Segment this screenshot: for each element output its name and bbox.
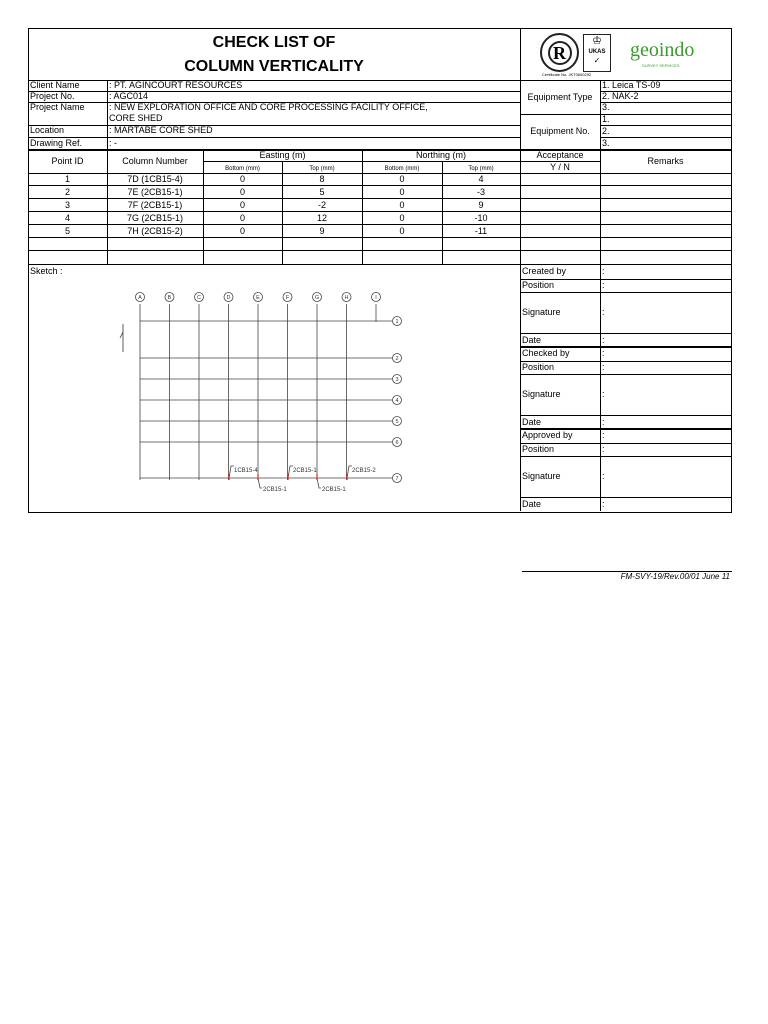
created-position-label: Position bbox=[522, 280, 555, 290]
callout-label: 2CB15-1 bbox=[263, 487, 287, 493]
checked-date-field[interactable]: : bbox=[602, 417, 605, 427]
info-divider bbox=[600, 80, 601, 150]
table-row-line bbox=[28, 224, 731, 225]
grid-col-label: D bbox=[226, 295, 231, 301]
crown-icon: ♔ bbox=[592, 35, 602, 47]
checked-position-field[interactable]: : bbox=[602, 362, 605, 372]
project-name-label: Project Name bbox=[30, 102, 85, 112]
grid-col-label: I bbox=[375, 295, 377, 301]
checked-signature-label: Signature bbox=[522, 389, 561, 399]
row-northing-bottom: 0 bbox=[399, 226, 405, 236]
geoindo-logo bbox=[630, 38, 694, 62]
ukas-text: UKAS bbox=[588, 49, 606, 55]
grid-row-label: 4 bbox=[395, 398, 399, 404]
signoff-line bbox=[520, 415, 731, 416]
row-easting-top: 5 bbox=[319, 187, 325, 197]
checked-position-label: Position bbox=[522, 362, 555, 372]
info-line bbox=[600, 102, 731, 103]
approved-by-label: Approved by bbox=[522, 430, 573, 440]
column-number-header: Column Number bbox=[122, 156, 188, 166]
callout-label: 1CB15-4 bbox=[234, 468, 258, 474]
grid-col-label: C bbox=[197, 295, 201, 301]
created-signature-label: Signature bbox=[522, 307, 561, 317]
ukas-logo bbox=[583, 34, 611, 72]
created-by-label: Created by bbox=[522, 266, 567, 276]
callout-label: 2CB15-1 bbox=[293, 468, 317, 474]
location-value: : MARTABE CORE SHED bbox=[109, 125, 213, 135]
easting-header: Easting (m) bbox=[259, 150, 306, 160]
grid-col-label: G bbox=[314, 295, 320, 301]
approved-by-field[interactable]: : bbox=[602, 430, 605, 440]
easting-top-header: Top (mm) bbox=[309, 166, 335, 172]
remarks-header: Remarks bbox=[647, 156, 684, 166]
row-northing-top: -10 bbox=[474, 213, 488, 223]
equipment-type-label: Equipment Type bbox=[527, 92, 593, 102]
row-northing-top: -3 bbox=[476, 187, 485, 197]
equipment-type-item: 3. bbox=[602, 102, 610, 112]
info-line bbox=[28, 125, 521, 126]
checked-date-label: Date bbox=[522, 417, 542, 427]
row-northing-bottom: 0 bbox=[399, 200, 405, 210]
checked-by-label: Checked by bbox=[522, 348, 570, 358]
certificate-text: Certificate No. JKT0600292 bbox=[542, 72, 592, 77]
row-easting-top: 12 bbox=[316, 213, 327, 223]
grid-col-label: E bbox=[256, 295, 260, 301]
checked-by-field[interactable]: : bbox=[602, 348, 605, 358]
brand-tagline: SURVEY SERVICES bbox=[642, 63, 680, 68]
info-line bbox=[600, 137, 731, 138]
approved-signature-label: Signature bbox=[522, 471, 561, 481]
brand-name: geoindo bbox=[630, 39, 695, 61]
signoff-line bbox=[520, 456, 731, 457]
equipment-type-item: 1. Leica TS-09 bbox=[602, 80, 661, 90]
row-easting-bottom: 0 bbox=[239, 200, 245, 210]
signoff-line bbox=[520, 497, 731, 498]
registered-mark: R bbox=[548, 41, 572, 65]
grid-col-label: F bbox=[285, 295, 290, 301]
equipment-no-item: 3. bbox=[602, 138, 610, 148]
acceptance-header: Acceptance bbox=[536, 150, 584, 160]
row-column-number: 7G (2CB15-1) bbox=[126, 213, 184, 223]
info-line bbox=[520, 114, 731, 115]
grid-row-label: 7 bbox=[395, 476, 399, 482]
approved-signature-field[interactable]: : bbox=[602, 471, 605, 481]
created-date-field[interactable]: : bbox=[602, 335, 605, 345]
info-line bbox=[600, 125, 731, 126]
northing-header: Northing (m) bbox=[415, 150, 466, 160]
form-title-line1: CHECK LIST OF bbox=[212, 34, 336, 51]
row-easting-bottom: 0 bbox=[239, 213, 245, 223]
row-column-number: 7H (2CB15-2) bbox=[127, 226, 183, 236]
grid-row-label: 3 bbox=[395, 377, 399, 383]
equipment-no-item: 1. bbox=[602, 114, 610, 124]
row-northing-bottom: 0 bbox=[399, 213, 405, 223]
registered-logo bbox=[540, 33, 579, 72]
created-signature-field[interactable]: : bbox=[602, 307, 605, 317]
point-id-header: Point ID bbox=[51, 156, 84, 166]
created-date-label: Date bbox=[522, 335, 542, 345]
drawing-ref-value: : - bbox=[109, 138, 117, 148]
ukas-tick-icon: ✓ bbox=[593, 56, 601, 65]
grid-col-label: H bbox=[344, 295, 349, 301]
created-position-field[interactable]: : bbox=[602, 280, 605, 290]
project-no-label: Project No. bbox=[30, 91, 75, 101]
row-column-number: 7E (2CB15-1) bbox=[127, 187, 183, 197]
row-easting-top: -2 bbox=[317, 200, 326, 210]
column-grid-sketch bbox=[110, 288, 410, 498]
signoff-line bbox=[520, 374, 731, 375]
acceptance-yn: Y / N bbox=[550, 162, 570, 172]
table-row-line bbox=[28, 250, 731, 251]
row-easting-top: 8 bbox=[319, 174, 325, 184]
project-name-value-line1: : NEW EXPLORATION OFFICE AND CORE PROCESSING FACILITY OFFICE, bbox=[109, 102, 428, 112]
row-point-id: 2 bbox=[64, 187, 70, 197]
info-line bbox=[28, 91, 521, 92]
row-point-id: 1 bbox=[64, 174, 70, 184]
callout-label: 2CB15-1 bbox=[322, 487, 346, 493]
row-point-id: 5 bbox=[64, 226, 70, 236]
row-column-number: 7F (2CB15-1) bbox=[127, 200, 183, 210]
project-name-value-line2: CORE SHED bbox=[109, 113, 163, 123]
info-divider bbox=[107, 80, 108, 150]
row-northing-bottom: 0 bbox=[399, 187, 405, 197]
row-column-number: 7D (1CB15-4) bbox=[127, 174, 183, 184]
drawing-ref-label: Drawing Ref. bbox=[30, 138, 83, 148]
grid-row-label: 5 bbox=[395, 419, 399, 425]
row-northing-top: -11 bbox=[474, 226, 488, 236]
signoff-line bbox=[520, 333, 731, 334]
grid-row-label: 1 bbox=[395, 319, 399, 325]
client-name-label: Client Name bbox=[30, 80, 80, 90]
client-name-value: : PT. AGINCOURT RESOURCES bbox=[109, 80, 243, 90]
table-row-line bbox=[28, 198, 731, 199]
location-label: Location bbox=[30, 125, 65, 135]
callout-label: 2CB15-2 bbox=[352, 468, 376, 474]
table-row-line bbox=[28, 211, 731, 212]
row-easting-bottom: 0 bbox=[239, 187, 245, 197]
equipment-no-label: Equipment No. bbox=[530, 126, 590, 136]
row-northing-top: 9 bbox=[478, 200, 484, 210]
grid-row-label: 2 bbox=[395, 356, 399, 362]
northing-bottom-header: Bottom (mm) bbox=[384, 166, 420, 172]
checked-signature-field[interactable]: : bbox=[602, 389, 605, 399]
approved-date-label: Date bbox=[522, 499, 542, 509]
easting-bottom-header: Bottom (mm) bbox=[225, 166, 260, 172]
row-easting-bottom: 0 bbox=[239, 226, 245, 236]
row-point-id: 3 bbox=[64, 200, 70, 210]
row-northing-top: 4 bbox=[478, 174, 484, 184]
sketch-label: Sketch : bbox=[30, 266, 63, 276]
row-easting-bottom: 0 bbox=[239, 174, 245, 184]
form-title-line2: COLUMN VERTICALITY bbox=[184, 58, 364, 75]
info-line bbox=[28, 137, 521, 138]
approved-date-field[interactable]: : bbox=[602, 499, 605, 509]
grid-row-label: 6 bbox=[395, 440, 399, 446]
table-bottom-line bbox=[28, 264, 731, 265]
row-northing-bottom: 0 bbox=[399, 174, 405, 184]
table-row-line bbox=[28, 185, 731, 186]
northing-top-header: Top (mm) bbox=[468, 166, 494, 172]
equipment-no-item: 2. bbox=[602, 126, 610, 136]
form-code: FM-SVY-19/Rev.00/01 June 11 bbox=[620, 572, 730, 581]
grid-col-label: B bbox=[167, 295, 172, 301]
grid-col-label: A bbox=[138, 295, 142, 301]
signoff-line bbox=[520, 292, 731, 293]
approved-position-field[interactable]: : bbox=[602, 444, 605, 454]
row-point-id: 4 bbox=[64, 213, 70, 223]
created-by-field[interactable]: : bbox=[602, 266, 605, 276]
table-row-line bbox=[28, 237, 731, 238]
equipment-type-item: 2. NAK-2 bbox=[602, 91, 639, 101]
project-no-value: : AGC014 bbox=[109, 91, 149, 101]
approved-position-label: Position bbox=[522, 444, 555, 454]
row-easting-top: 9 bbox=[319, 226, 325, 236]
